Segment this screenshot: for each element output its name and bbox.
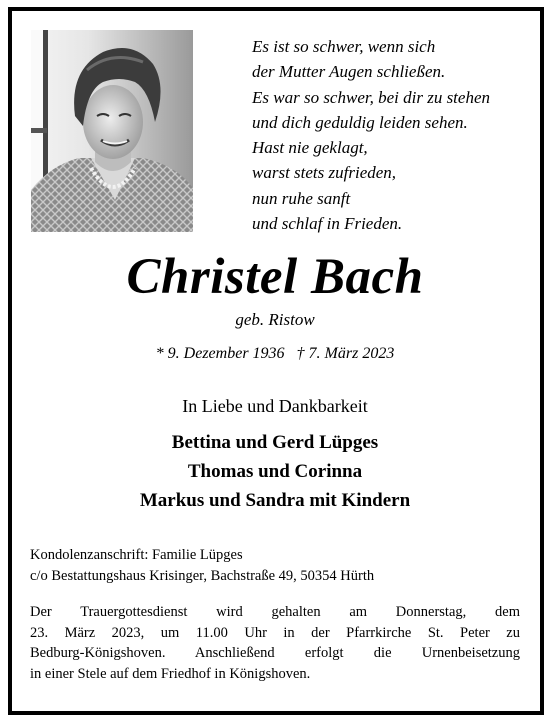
poem-line: Hast nie geklagt, bbox=[252, 138, 368, 158]
condolence-address bbox=[30, 545, 520, 586]
mourner: Markus und Sandra mit Kindern bbox=[139, 490, 411, 511]
poem-line: und dich geduldig leiden sehen. bbox=[252, 112, 468, 132]
service-line: in einer Stele auf dem Friedhof in Königshoven. bbox=[30, 666, 311, 683]
death-date: † 7. März 2023 bbox=[296, 345, 395, 362]
funeral-service-notice bbox=[30, 602, 520, 685]
condolence-line: c/o Bestattungshaus Krisinger, Bachstraße 49, 50354 Hürth bbox=[30, 567, 375, 584]
service-line: 23. März 2023, um 11.00 Uhr in der Pfarrkirche St. Peter zu bbox=[30, 624, 520, 641]
service-line: Bedburg-Königshoven. Anschließend erfolgt die Urnenbeisetzung bbox=[30, 645, 520, 662]
poem-line: der Mutter Augen schließen. bbox=[252, 62, 446, 82]
deceased-name: Christel Bach bbox=[126, 249, 424, 305]
poem-line: Es war so schwer, bei dir zu stehen bbox=[252, 87, 490, 107]
poem-line: Es ist so schwer, wenn sich bbox=[252, 37, 436, 56]
poem-line: nun ruhe sanft bbox=[252, 188, 351, 208]
poem bbox=[252, 34, 532, 236]
birth-date: * 9. Dezember 1936 bbox=[155, 345, 285, 362]
portrait-photo bbox=[31, 30, 193, 232]
mourner: Thomas und Corinna bbox=[187, 461, 363, 482]
condolence-line: Kondolenzanschrift: Familie Lüpges bbox=[30, 547, 243, 563]
service-line: Der Trauergottesdienst wird gehalten am Donnerstag, dem bbox=[30, 604, 520, 620]
greeting: In Liebe und Dankbarkeit bbox=[182, 396, 368, 416]
poem-line: warst stets zufrieden, bbox=[252, 163, 397, 183]
life-dates bbox=[0, 342, 550, 366]
maiden-name: geb. Ristow bbox=[235, 310, 315, 329]
mourner: Bettina und Gerd Lüpges bbox=[171, 432, 379, 453]
poem-line: und schlaf in Frieden. bbox=[252, 214, 403, 234]
mourners-list bbox=[0, 428, 550, 515]
